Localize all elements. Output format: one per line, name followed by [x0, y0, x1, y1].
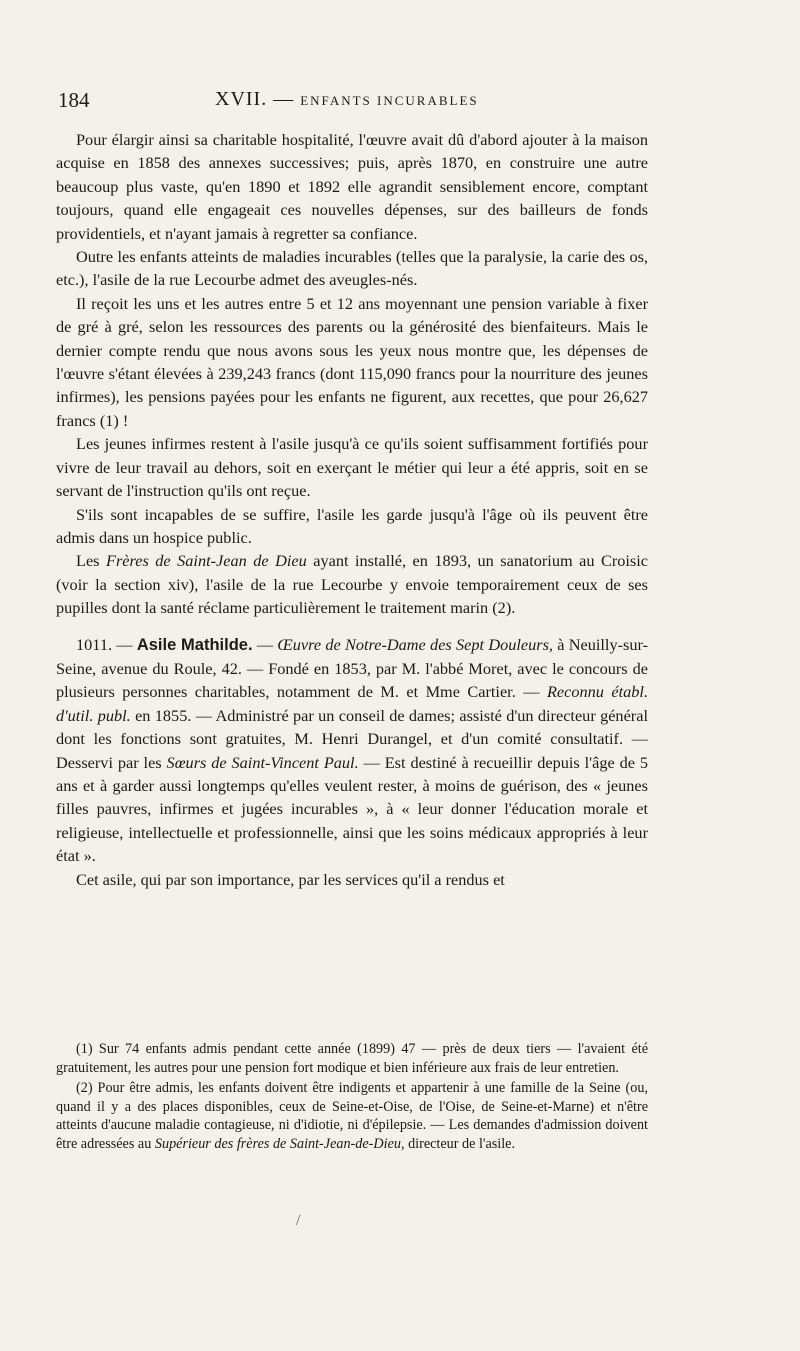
paragraph	[56, 549, 648, 619]
section-title: ENFANTS INCURABLES	[300, 93, 479, 108]
paragraph: Les jeunes infirmes restent à l'asile jusqu'à ce qu'ils soient suffisamment fortifiés pour vivre de leur travail au dehors, soit en exerçant le métier qui leur a été appris, soit en se servant de l'instruction qu'ils ont reçue.	[56, 434, 648, 501]
footnote-2	[56, 1079, 648, 1153]
entry-subtitle: Œuvre de Notre-Dame des Sept Douleurs,	[277, 634, 553, 654]
footnote-1: (1) Sur 74 enfants admis pendant cette année (1899) 47 — près de deux tiers — l'avaient été gratuitement, les autres pour une pension fort modique et bien inférieure aux frais de leur entretien.	[56, 1041, 648, 1076]
footnote-text: (2) Pour être admis, les enfants doivent être indigents et appartenir à une famille de la Seine (ou, quand il y a des places disponibles, ceux de Seine-et-Oise, de l'Oise, de Seine-et-Marne) et n'être atteints d'aucune maladie contagieuse, ni d'idiotie, ni d'épilepsie. — Les demandes d'admission doivent être adressées au	[56, 1080, 648, 1152]
header-dash: —	[273, 88, 295, 110]
paragraph: S'ils sont incapables de se suffire, l'asile les garde jusqu'à l'âge où ils peuvent être admis dans un hospice public.	[56, 504, 648, 547]
page-number: 184	[58, 88, 90, 112]
entry-text: à Neuilly-sur-Seine, avenue du Roule, 42. — Fondé en 1853, par M. l'abbé Moret, avec le concours de plusieurs personnes charitables, notamment de M. et Mme Cartier. —	[56, 634, 649, 702]
entry-title: Asile Mathilde.	[136, 635, 253, 654]
paragraph: Il reçoit les uns et les autres entre 5 et 12 ans moyennant une pension variable à fixer de gré à gré, selon les ressources des parents ou la générosité des bienfaiteurs. Mais le dernier compte rendu que nous avons sous les yeux nous montre que, les dépenses de l'œuvre s'étant élevées à 239,243 francs (dont 115,090 francs pour la nourriture des jeunes infirmes), les pensions payées pour les enfants ne figurent, aux recettes, que pour 26,627 francs (1) !	[56, 293, 648, 430]
entry-number: 1011. —	[76, 634, 137, 654]
footnote-italic: Supérieur des frères de Saint-Jean-de-Dieu,	[154, 1135, 405, 1152]
chapter-number: XVII.	[215, 88, 268, 110]
paragraph-text: Les	[76, 551, 106, 571]
entry-sisters: Sœurs de Saint-Vincent Paul.	[166, 752, 359, 772]
paragraph: Pour élargir ainsi sa charitable hospitalité, l'œuvre avait dû d'abord ajouter à la maison acquise en 1858 des annexes successives; puis, après 1870, en construire une autre beaucoup plus vaste, qu'en 1890 et 1892 elle agrandit sensiblement encore, comptant toujours, quand elle engageait ces nouvelles dépenses, sur des bailleurs de fonds providentiels, et n'ayant jamais à regretter sa confiance.	[56, 130, 648, 243]
stray-ink-mark: /	[296, 1212, 301, 1229]
paragraph: Outre les enfants atteints de maladies incurables (telles que la paralysie, la carie des os, etc.), l'asile de la rue Lecourbe admet des aveugles-nés.	[56, 247, 648, 290]
running-header	[58, 88, 648, 116]
paragraph: Cet asile, qui par son importance, par les services qu'il a rendus et	[76, 869, 505, 889]
paragraph-text: ayant installé, en 1893, un sanatorium au Croisic (voir la section xiv), l'asile de la rue Lecourbe y envoie temporairement ceux de ses pupilles dont la santé réclame particulièrement le traitement marin (2).	[56, 551, 649, 618]
entry-recognition: Reconnu établ. d'util. publ.	[56, 682, 649, 725]
footnote-text: directeur de l'asile.	[404, 1135, 516, 1152]
entry-text: en 1855. — Administré par un conseil de dames; assisté d'un directeur général dont les fonctions sont gratuites, M. Henri Durangel, et d'un comité consultatif. — Desservi par les	[56, 705, 648, 772]
body-text	[56, 128, 648, 891]
entry-1011	[56, 633, 648, 868]
footnotes	[56, 1040, 648, 1154]
entry-text: — Est destiné à recueillir depuis l'âge de 5 ans et à garder aussi longtemps qu'elles veulent rester, à moins de guérison, des « jeunes filles pauvres, infirmes et jugées incurables », à « leur donner l'éducation morale et religieuse, intellectuelle et professionnelle, ainsi que les soins médicaux appropriés à leur état ».	[56, 752, 648, 866]
running-head	[215, 88, 479, 111]
entry-separator: —	[252, 634, 278, 654]
paragraph-italic: Frères de Saint-Jean de Dieu	[106, 551, 307, 571]
